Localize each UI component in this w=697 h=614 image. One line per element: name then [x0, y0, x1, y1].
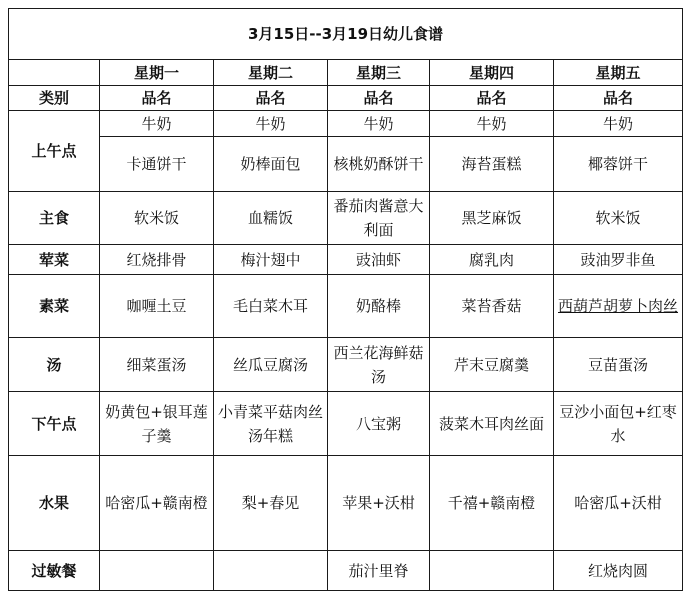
menu-cell: 牛奶 — [100, 111, 214, 137]
menu-cell: 软米饭 — [554, 192, 683, 245]
menu-cell: 丝瓜豆腐汤 — [214, 338, 328, 392]
menu-cell: 豉油虾 — [328, 245, 430, 275]
menu-cell: 芹末豆腐羹 — [430, 338, 554, 392]
menu-cell: 豉油罗非鱼 — [554, 245, 683, 275]
weekday-header-row — [9, 60, 683, 86]
allergy-meal-row — [9, 551, 683, 591]
item-header: 品名 — [554, 86, 683, 111]
menu-cell: 腐乳肉 — [430, 245, 554, 275]
vegetable-row — [9, 275, 683, 338]
item-header: 品名 — [214, 86, 328, 111]
menu-cell: 红烧肉圆 — [554, 551, 683, 591]
category-soup: 汤 — [9, 338, 100, 392]
menu-cell: 八宝粥 — [328, 392, 430, 456]
category-fruit: 水果 — [9, 456, 100, 551]
meat-row — [9, 245, 683, 275]
menu-cell: 西兰花海鲜菇汤 — [328, 338, 430, 392]
menu-cell: 豆苗蛋汤 — [554, 338, 683, 392]
menu-cell: 咖喱土豆 — [100, 275, 214, 338]
menu-title: 3月15日--3月19日幼儿食谱 — [9, 9, 683, 60]
menu-cell: 西葫芦胡萝卜肉丝 — [554, 275, 683, 338]
menu-cell: 奶棒面包 — [214, 137, 328, 192]
menu-cell: 千禧+赣南橙 — [430, 456, 554, 551]
menu-cell: 豆沙小面包+红枣水 — [554, 392, 683, 456]
menu-cell: 奶黄包+银耳莲子羹 — [100, 392, 214, 456]
menu-cell: 黑芝麻饭 — [430, 192, 554, 245]
column-header-row — [9, 86, 683, 111]
weekday-header: 星期二 — [214, 60, 328, 86]
menu-table — [8, 8, 683, 591]
menu-cell: 牛奶 — [328, 111, 430, 137]
weekday-header: 星期一 — [100, 60, 214, 86]
category-staple: 主食 — [9, 192, 100, 245]
menu-cell: 菠菜木耳肉丝面 — [430, 392, 554, 456]
staple-row — [9, 192, 683, 245]
menu-cell: 红烧排骨 — [100, 245, 214, 275]
item-header: 品名 — [430, 86, 554, 111]
corner-cell — [9, 60, 100, 86]
item-header: 品名 — [328, 86, 430, 111]
menu-cell: 细菜蛋汤 — [100, 338, 214, 392]
item-header: 品名 — [100, 86, 214, 111]
menu-cell: 番茄肉酱意大利面 — [328, 192, 430, 245]
weekday-header: 星期三 — [328, 60, 430, 86]
menu-cell — [214, 551, 328, 591]
category-vegetable: 素菜 — [9, 275, 100, 338]
soup-row — [9, 338, 683, 392]
menu-cell: 奶酪棒 — [328, 275, 430, 338]
menu-cell: 梅汁翅中 — [214, 245, 328, 275]
morning-snack-row — [9, 137, 683, 192]
fruit-row — [9, 456, 683, 551]
menu-cell: 椰蓉饼干 — [554, 137, 683, 192]
menu-cell: 茄汁里脊 — [328, 551, 430, 591]
menu-cell: 毛白菜木耳 — [214, 275, 328, 338]
menu-cell: 牛奶 — [214, 111, 328, 137]
menu-cell: 哈密瓜+沃柑 — [554, 456, 683, 551]
menu-cell: 核桃奶酥饼干 — [328, 137, 430, 192]
category-morning-snack: 上午点 — [9, 111, 100, 192]
morning-milk-row — [9, 111, 683, 137]
afternoon-snack-row — [9, 392, 683, 456]
menu-cell: 牛奶 — [430, 111, 554, 137]
category-allergy-meal: 过敏餐 — [9, 551, 100, 591]
weekday-header: 星期四 — [430, 60, 554, 86]
menu-cell: 血糯饭 — [214, 192, 328, 245]
weekday-header: 星期五 — [554, 60, 683, 86]
menu-cell: 哈密瓜+赣南橙 — [100, 456, 214, 551]
menu-cell: 小青菜平菇肉丝汤年糕 — [214, 392, 328, 456]
menu-cell — [100, 551, 214, 591]
category-meat: 荤菜 — [9, 245, 100, 275]
category-header: 类别 — [9, 86, 100, 111]
menu-cell: 海苔蛋糕 — [430, 137, 554, 192]
category-afternoon-snack: 下午点 — [9, 392, 100, 456]
menu-cell: 卡通饼干 — [100, 137, 214, 192]
menu-cell: 牛奶 — [554, 111, 683, 137]
menu-cell — [430, 551, 554, 591]
menu-cell: 苹果+沃柑 — [328, 456, 430, 551]
menu-cell: 软米饭 — [100, 192, 214, 245]
menu-cell: 梨+春见 — [214, 456, 328, 551]
menu-cell: 菜苔香菇 — [430, 275, 554, 338]
